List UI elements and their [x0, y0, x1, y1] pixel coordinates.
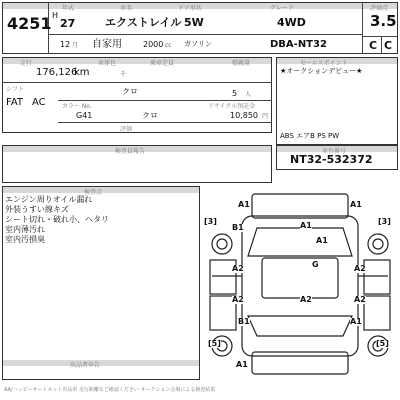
recycle-unit: 円	[262, 113, 269, 120]
front-left-tire	[212, 234, 232, 254]
divider	[362, 36, 398, 37]
damage-mark-front-left-door: B1	[232, 223, 244, 232]
sales-point-text: ★オークションデビュー★	[280, 67, 363, 75]
model-code: DBA-NT32	[270, 39, 327, 50]
header-loading: 積載量	[232, 60, 251, 67]
header-grade: グレード	[270, 5, 295, 12]
year-era: H	[52, 11, 59, 20]
damage-mark-front-right: A1	[316, 236, 328, 245]
ac-label: AC	[32, 97, 46, 108]
frame-number: NT32-532372	[290, 153, 373, 166]
header-bar	[3, 58, 271, 64]
month-unit: 月	[72, 42, 79, 49]
color-code: G41	[76, 111, 93, 120]
interior-grade: C	[369, 39, 378, 52]
header-seats: 乗車定員	[150, 60, 175, 67]
inspection-note: エンジン周りオイル漏れ	[5, 195, 93, 204]
divider	[58, 122, 272, 123]
model-year: 27	[60, 17, 76, 30]
divider	[2, 82, 272, 83]
divider	[362, 2, 363, 54]
tire-mark-rear-right: [5]	[376, 339, 389, 348]
damage-mark-windshield: G	[312, 260, 319, 269]
seats-value: 5	[232, 89, 238, 98]
body-outline	[242, 216, 358, 356]
header-sales-point: セールスポイント	[300, 60, 348, 67]
door-type: 5W	[184, 16, 204, 29]
damage-mark-left-door: A2	[232, 264, 244, 273]
fuel-label: FAT	[6, 97, 24, 108]
right-rear-door-outline	[364, 296, 390, 330]
equipment-list: ABS エアB PS PW	[280, 132, 340, 140]
divider	[48, 34, 362, 35]
tire-mark-front-left: [3]	[204, 217, 217, 226]
car-diagram	[202, 186, 398, 382]
header-inspection: 検査点	[84, 189, 103, 196]
damage-mark-rear-left: B1	[238, 317, 250, 326]
inspection-note: シート切れ・破れ小、ヘタリ	[5, 215, 109, 224]
fuel-type: ガソリン	[184, 40, 212, 48]
right-door-outline	[364, 260, 390, 294]
footer-text: AA/ハッピーオートネット出品車 走行距離など確認ください オークション会場による検査結果	[4, 387, 216, 393]
header-color-code: カラー No.	[62, 103, 92, 110]
color-value: クロ	[122, 87, 138, 96]
color-code-name: クロ	[142, 111, 158, 120]
tire-mark-front-right: [3]	[378, 217, 391, 226]
damage-mark-rear-right: A1	[350, 317, 362, 326]
rear-window-outline	[248, 316, 352, 336]
windshield-outline	[248, 228, 352, 256]
lot-number: 4251	[7, 14, 52, 33]
vehicle-name: エクストレイル	[105, 16, 182, 29]
mileage-value: 176,126	[36, 67, 78, 78]
inspection-note: 外装うすい線キズ	[5, 205, 69, 214]
rear-bumper-outline	[252, 352, 348, 374]
header-year: 年式	[62, 5, 75, 12]
auction-score: 3.5	[370, 12, 397, 30]
header-color: 車体色	[98, 60, 117, 67]
inspection-note: 室内薄汚れ	[5, 225, 45, 234]
front-right-hub	[373, 239, 383, 249]
header-recycle: リサイクル預託金	[208, 103, 256, 110]
damage-mark-front-bumper: A1	[238, 200, 250, 209]
damage-mark-roof: A2	[232, 295, 244, 304]
header-vehicle-name: 車名	[120, 5, 133, 12]
header-frame-no: 車台番号	[322, 148, 347, 155]
mileage-unit: km	[74, 67, 90, 78]
damage-mark-hood: A1	[300, 221, 312, 230]
displacement: 2000	[143, 40, 164, 49]
exterior-grade: C	[384, 39, 393, 52]
damage-mark-rear-bumper: A1	[236, 360, 248, 369]
header-mileage: 走行	[20, 60, 33, 67]
header-doors: ドア形状	[178, 5, 202, 12]
drive-type: 4WD	[277, 16, 306, 29]
seats-unit: 人	[245, 91, 252, 98]
tire-mark-rear-left: [5]	[208, 339, 221, 348]
damage-mark-left-rear-door: A2	[300, 295, 312, 304]
inspection-note: 室内汚損臭	[5, 235, 45, 244]
damage-mark-right-rear-door: A2	[354, 295, 366, 304]
registration-month: 12	[60, 40, 71, 49]
header-bar	[3, 360, 199, 366]
damage-mark-right-door: A2	[354, 264, 366, 273]
usage-type: 自家用	[92, 39, 122, 50]
front-right-tire	[368, 234, 388, 254]
header-transmission: シフト	[6, 86, 25, 93]
header-score: 評価点	[370, 5, 389, 12]
header-auction-grade: 評価	[120, 126, 133, 133]
front-bumper-outline	[252, 194, 348, 218]
header-inspector: 検査員報告	[115, 148, 146, 155]
damage-mark-front-right-fender: A1	[350, 200, 362, 209]
recycle-fee: 10,850	[230, 111, 258, 120]
mileage-suffix: 千	[120, 71, 127, 78]
front-left-hub	[217, 239, 227, 249]
displacement-unit: cc	[165, 42, 172, 49]
divider	[381, 37, 382, 54]
header-exhibitor-notes: 出品者申告	[70, 362, 101, 369]
roof-outline	[262, 258, 338, 298]
